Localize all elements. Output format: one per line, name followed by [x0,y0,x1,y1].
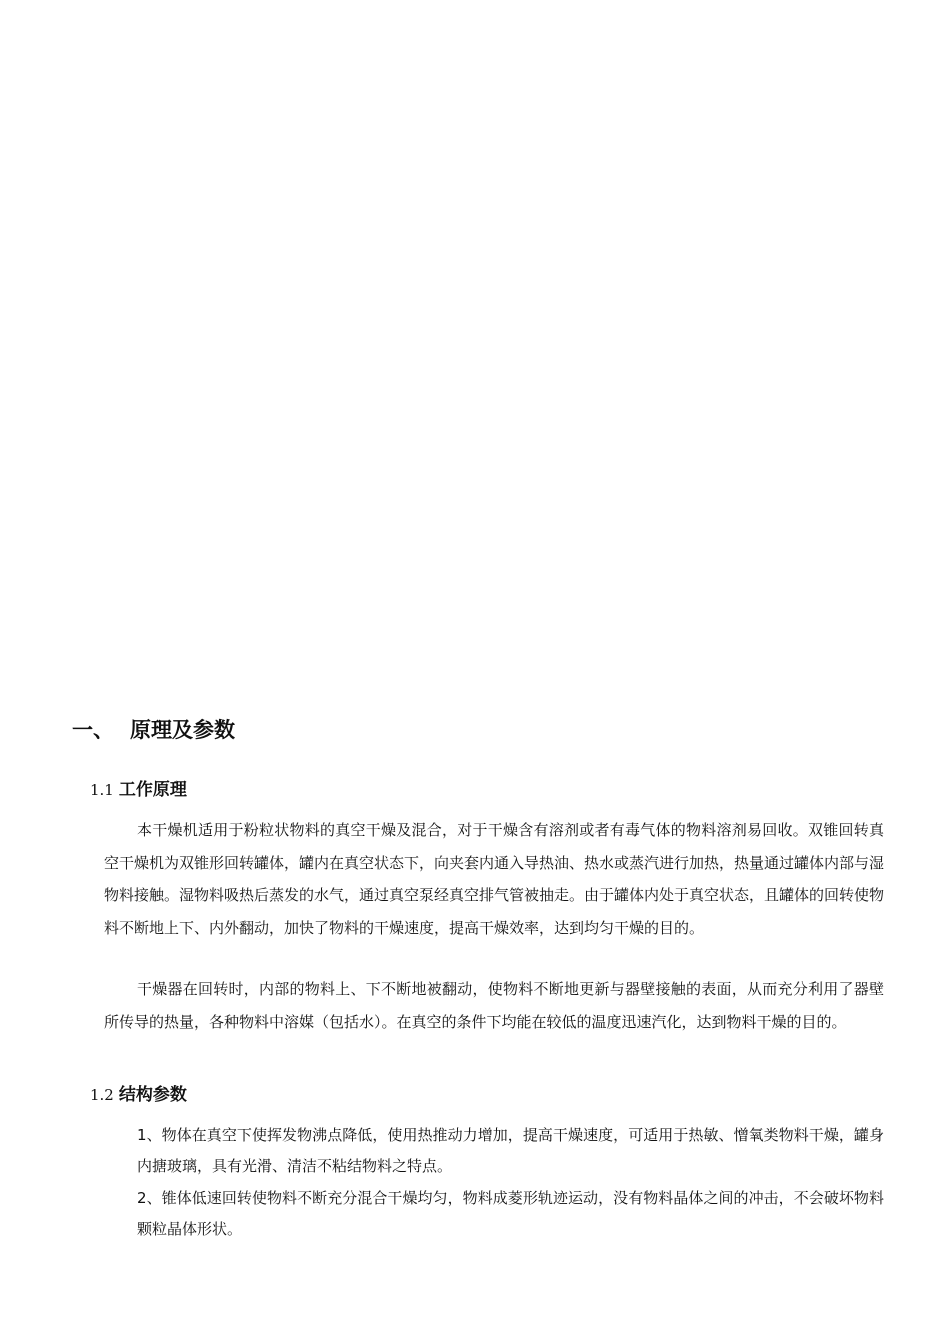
list-item-structure-1: 1、物体在真空下使挥发物沸点降低，使用热推动力增加，提高干燥速度，可适用于热敏、憎氧类物料干燥，罐身内搪玻璃，具有光滑、清洁不粘结物料之特点。 [137,1126,884,1175]
section-title: 原理及参数 [130,718,235,742]
list-item-structure-2: 2、锥体低速回转使物料不断充分混合干燥均匀，物料成菱形轨迹运动，没有物料晶体之间的冲击，不会破坏物料颗粒晶体形状。 [137,1189,884,1238]
paragraph-working-principle-2: 干燥器在回转时，内部的物料上、下不断地被翻动，使物料不断地更新与器壁接触的表面，从而充分利用了器壁所传导的热量，各种物料中溶媒（包括水）。在真空的条件下均能在较低的温度迅速汽化，达到物料干燥的目的。 [104,980,884,1031]
section-heading [72,714,235,744]
subsection-heading-1-1 [90,775,187,800]
section-number: 一、 [72,718,114,742]
subsection-title: 结构参数 [118,1085,187,1105]
subsection-number: 1.1 [90,781,114,799]
subsection-title: 工作原理 [118,780,187,800]
paragraph-working-principle-1: 本干燥机适用于粉粒状物料的真空干燥及混合，对于干燥含有溶剂或者有毒气体的物料溶剂易回收。双锥回转真空干燥机为双锥形回转罐体，罐内在真空状态下，向夹套内通入导热油、热水或蒸汽进行加热，热量通过罐体内部与湿物料接触。湿物料吸热后蒸发的水气，通过真空泵经真空排气管被抽走。由于罐体内处于真空状态，且罐体的回转使物料不断地上下、内外翻动，加快了物料的干燥速度，提高干燥效率，达到均匀干燥的目的。 [104,821,885,937]
subsection-number: 1.2 [90,1086,114,1104]
subsection-heading-1-2 [90,1080,187,1105]
